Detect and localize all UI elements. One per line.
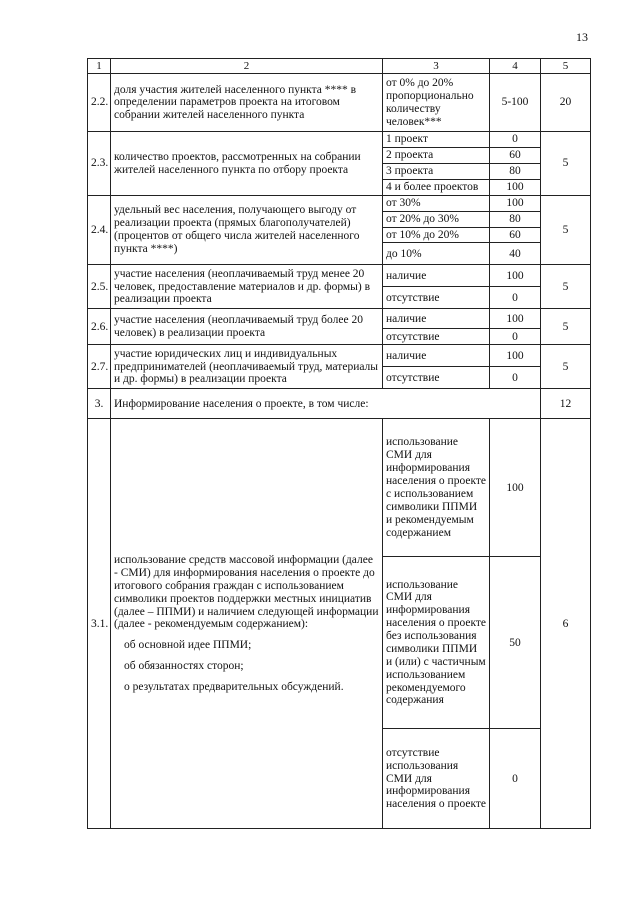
- criteria-table: [87, 58, 591, 829]
- list-item: об основной идее ППМИ;: [124, 639, 252, 652]
- description-text: использование средств массовой информации (далее - СМИ) для информирования населения о проекте до итогового собрания граждан с использованием символики проектов поддержки местных инициатив (далее – ППМИ) и наличием следующей информации (далее - рекомендуемым содержанием):: [114, 554, 379, 631]
- table-row: [88, 265, 591, 287]
- score-cell: 100: [490, 345, 541, 367]
- score-cell: 100: [490, 195, 541, 211]
- table-row: [88, 419, 591, 557]
- score-cell: 40: [490, 243, 541, 265]
- criterion-cell: отсутствие использования СМИ для информирования населения о проекте: [383, 729, 490, 829]
- row-number: 3.: [88, 389, 111, 419]
- score-cell: 0: [490, 132, 541, 148]
- score-cell: 0: [490, 329, 541, 345]
- row-number: 3.1.: [88, 419, 111, 829]
- row-number: 2.7.: [88, 345, 111, 389]
- row-number: 2.4.: [88, 195, 111, 265]
- score-cell: 0: [490, 367, 541, 389]
- criterion-cell: 4 и более проектов: [383, 179, 490, 195]
- criterion-cell: от 30%: [383, 195, 490, 211]
- score-cell: 0: [490, 729, 541, 829]
- criterion-cell: 3 проекта: [383, 164, 490, 180]
- table-row: [88, 309, 591, 329]
- row-description: участие населения (неоплачиваемый труд более 20 человек) в реализации проекта: [111, 309, 383, 345]
- weight-cell: 5: [541, 309, 591, 345]
- header-row: [88, 59, 591, 74]
- table-row: [88, 74, 591, 132]
- table-row: [88, 345, 591, 367]
- row-number: 2.2.: [88, 74, 111, 132]
- score-cell: 60: [490, 227, 541, 243]
- score-cell: 80: [490, 164, 541, 180]
- table-row: [88, 195, 591, 211]
- criterion-cell: отсутствие: [383, 329, 490, 345]
- row-description: участие юридических лиц и индивидуальных предпринимателей (неоплачиваемый труд, материалы и др. формы) в реализации проекта: [111, 345, 383, 389]
- list-item: об обязанностях сторон;: [124, 660, 244, 673]
- criterion-cell: отсутствие: [383, 367, 490, 389]
- row-description: Информирование населения о проекте, в том числе:: [111, 389, 541, 419]
- weight-cell: 5: [541, 195, 591, 265]
- weight-cell: 5: [541, 132, 591, 196]
- criterion-cell: наличие: [383, 345, 490, 367]
- table-row: [88, 389, 591, 419]
- score-cell: 0: [490, 287, 541, 309]
- list-item: о результатах предварительных обсуждений.: [124, 681, 344, 693]
- weight-cell: 6: [541, 419, 591, 829]
- score-cell: 100: [490, 419, 541, 557]
- row-description: доля участия жителей населенного пункта **** в определении параметров проекта на итоговом собрании жителей населенного пункта: [111, 74, 383, 132]
- score-cell: 5-100: [490, 74, 541, 132]
- row-description: участие населения (неоплачиваемый труд менее 20 человек, предоставление материалов и др. формы) в реализации проекта: [111, 265, 383, 309]
- criterion-cell: 2 проекта: [383, 148, 490, 164]
- row-description: [111, 419, 383, 829]
- header-cell: 1: [88, 59, 111, 74]
- page-number: 13: [576, 30, 588, 44]
- score-cell: 50: [490, 557, 541, 729]
- weight-cell: 5: [541, 345, 591, 389]
- header-cell: 4: [490, 59, 541, 74]
- score-cell: 60: [490, 148, 541, 164]
- criterion-cell: отсутствие: [383, 287, 490, 309]
- criterion-cell: использование СМИ для информирования населения о проекте без использования символики ППМИ и (или) с частичным использованием рекомендуемого содержания: [383, 557, 490, 729]
- row-number: 2.3.: [88, 132, 111, 196]
- table-row: [88, 132, 591, 148]
- criterion-cell: от 0% до 20% пропорционально количеству человек***: [383, 74, 490, 132]
- criterion-cell: наличие: [383, 309, 490, 329]
- criterion-cell: наличие: [383, 265, 490, 287]
- weight-cell: 5: [541, 265, 591, 309]
- criterion-cell: до 10%: [383, 243, 490, 265]
- score-cell: 80: [490, 211, 541, 227]
- weight-cell: 12: [541, 389, 591, 419]
- criterion-cell: от 20% до 30%: [383, 211, 490, 227]
- criterion-cell: 1 проект: [383, 132, 490, 148]
- score-cell: 100: [490, 179, 541, 195]
- score-cell: 100: [490, 309, 541, 329]
- header-cell: 5: [541, 59, 591, 74]
- score-cell: 100: [490, 265, 541, 287]
- row-description: количество проектов, рассмотренных на собрании жителей населенного пункта по отбору проекта: [111, 132, 383, 196]
- header-cell: 3: [383, 59, 490, 74]
- row-number: 2.5.: [88, 265, 111, 309]
- criterion-cell: использование СМИ для информирования населения о проекте с использованием символики ППМИ и рекомендуемым содержанием: [383, 419, 490, 557]
- weight-cell: 20: [541, 74, 591, 132]
- row-number: 2.6.: [88, 309, 111, 345]
- header-cell: 2: [111, 59, 383, 74]
- row-description: удельный вес населения, получающего выгоду от реализации проекта (прямых благополучателей) (процентов от общего числа жителей населенного пункта ****): [111, 195, 383, 265]
- criterion-cell: от 10% до 20%: [383, 227, 490, 243]
